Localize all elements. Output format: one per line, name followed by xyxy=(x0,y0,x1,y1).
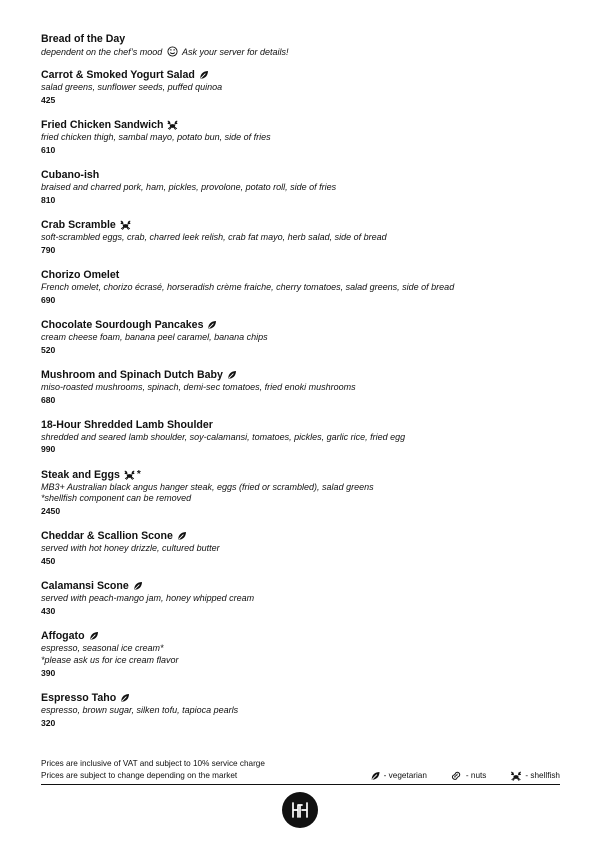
menu-item-header xyxy=(41,118,561,132)
leaf-icon xyxy=(207,320,217,330)
menu-item-header xyxy=(41,168,561,182)
menu-item xyxy=(41,268,561,306)
menu-item-description xyxy=(41,132,561,144)
description-text: Ask your server for details! xyxy=(181,47,289,57)
description-line: *shellfish component can be removed xyxy=(41,493,192,504)
menu-item-name: Carrot & Smoked Yogurt Salad xyxy=(41,68,195,81)
description-line: espresso, seasonal ice cream* xyxy=(41,643,164,654)
legend-shellfish-label: - shellfish xyxy=(525,771,560,780)
menu-item-header xyxy=(41,529,561,543)
legend-shellfish xyxy=(510,770,560,781)
logo-mark-icon xyxy=(289,799,311,821)
menu-item-price: 610 xyxy=(41,144,56,155)
leaf-icon xyxy=(133,581,143,591)
dietary-icons xyxy=(199,70,209,80)
menu-item-header xyxy=(41,218,561,232)
menu-item-description xyxy=(41,332,561,344)
menu-item-description xyxy=(41,593,561,605)
description-line: MB3+ Australian black angus hanger steak, eggs (fried or scrambled), salad greens xyxy=(41,481,374,492)
menu-item-description xyxy=(41,543,561,555)
menu-item-header xyxy=(41,32,561,46)
smiley-icon xyxy=(167,46,178,57)
menu-item-header xyxy=(41,629,561,643)
dietary-icons xyxy=(124,470,141,480)
dietary-icons xyxy=(120,220,131,230)
price-change-note: Prices are subject to change depending on the market xyxy=(41,770,238,780)
description-line: salad greens, sunflower seeds, puffed quinoa xyxy=(41,81,223,92)
menu-item-price: 690 xyxy=(41,294,56,305)
description-line: soft-scrambled eggs, crab, charred leek relish, crab fat mayo, herb salad, side of bread xyxy=(41,231,387,242)
menu-item xyxy=(41,529,561,567)
menu-item-name: Mushroom and Spinach Dutch Baby xyxy=(41,368,223,381)
menu-item-name: Chorizo Omelet xyxy=(41,268,120,281)
menu-item-price: 430 xyxy=(41,606,56,617)
legend-nuts-label: - nuts xyxy=(465,771,487,780)
menu-item-description xyxy=(41,705,561,717)
menu-item xyxy=(41,318,561,356)
menu-item-name: Cubano-ish xyxy=(41,168,100,181)
dietary-icons xyxy=(167,120,178,130)
menu-item-header xyxy=(41,368,561,382)
menu-item xyxy=(41,418,561,456)
description-line: served with hot honey drizzle, cultured butter xyxy=(41,543,220,554)
leaf-icon xyxy=(177,531,187,541)
menu-item xyxy=(41,218,561,256)
crab-icon xyxy=(124,470,135,480)
menu-item-price: 680 xyxy=(41,394,56,405)
description-line: miso-roasted mushrooms, spinach, demi-sec tomatoes, fried enoki mushrooms xyxy=(41,381,356,392)
menu-item xyxy=(41,468,561,518)
dietary-icons xyxy=(207,320,217,330)
description-line: cream cheese foam, banana peel caramel, banana chips xyxy=(41,331,268,342)
description-line: served with peach-mango jam, honey whipped cream xyxy=(41,593,255,604)
menu-item-price: 990 xyxy=(41,444,56,455)
description-line: French omelet, chorizo écrasé, horseradish crème fraiche, cherry tomatoes, salad greens, side of bread xyxy=(41,281,455,292)
dietary-icons xyxy=(89,631,99,641)
menu-item-name: Crab Scramble xyxy=(41,218,116,231)
restaurant-logo xyxy=(282,792,318,828)
description-line: *please ask us for ice cream flavor xyxy=(41,655,179,666)
dietary-icons xyxy=(133,581,143,591)
menu-item-name: Fried Chicken Sandwich xyxy=(41,118,164,131)
dietary-icons xyxy=(227,370,237,380)
menu-item-name: Chocolate Sourdough Pancakes xyxy=(41,318,204,331)
menu-item-price: 425 xyxy=(41,94,56,105)
legend-vegetarian xyxy=(370,770,427,781)
menu-item-description xyxy=(41,282,561,294)
footer xyxy=(41,758,560,781)
description-line: braised and charred pork, ham, pickles, provolone, potato roll, side of fries xyxy=(41,181,337,192)
legend-vegetarian-label: - vegetarian xyxy=(383,771,427,780)
menu-item xyxy=(41,32,561,59)
menu-item-header xyxy=(41,68,561,82)
crab-icon xyxy=(167,120,178,130)
menu-item xyxy=(41,629,561,679)
menu-item-price: 320 xyxy=(41,718,56,728)
menu-item xyxy=(41,118,561,156)
menu-item-description xyxy=(41,182,561,194)
menu-item-header xyxy=(41,691,561,705)
menu-item-name: Bread of the Day xyxy=(41,33,126,45)
footer-divider xyxy=(41,784,560,785)
menu-item-description xyxy=(41,482,561,506)
menu-item xyxy=(41,368,561,406)
menu-item-price: 790 xyxy=(41,244,56,255)
menu-item-price: 2450 xyxy=(41,506,61,517)
leaf-icon xyxy=(89,631,99,641)
menu-item-description xyxy=(41,232,561,244)
menu-list xyxy=(41,32,561,741)
menu-item-price: 520 xyxy=(41,344,56,355)
crab-icon xyxy=(120,220,131,230)
menu-item-header xyxy=(41,468,561,482)
menu-item-description xyxy=(41,46,561,59)
menu-item-description xyxy=(41,643,561,667)
description-line: fried chicken thigh, sambal mayo, potato bun, side of fries xyxy=(41,131,271,142)
menu-item-price: 390 xyxy=(41,668,56,679)
menu-item-price: 810 xyxy=(41,194,56,205)
description-line: shredded and seared lamb shoulder, soy-calamansi, tomatoes, pickles, garlic rice, fried egg xyxy=(41,431,406,442)
crab-icon xyxy=(510,771,522,781)
menu-item xyxy=(41,579,561,617)
menu-item-description xyxy=(41,382,561,394)
menu-item xyxy=(41,691,561,729)
leaf-icon xyxy=(199,70,209,80)
menu-item-header xyxy=(41,318,561,332)
menu-item-header xyxy=(41,268,561,282)
menu-item xyxy=(41,68,561,106)
menu-item-name: Affogato xyxy=(41,630,85,643)
menu-item-description xyxy=(41,82,561,94)
dietary-icons xyxy=(177,531,187,541)
menu-item xyxy=(41,168,561,206)
menu-item-price: 450 xyxy=(41,556,56,567)
description-text: dependent on the chef’s mood xyxy=(41,47,163,57)
menu-item-header xyxy=(41,418,561,432)
menu-item-description xyxy=(41,432,561,444)
dietary-icons xyxy=(120,693,130,703)
leaf-icon xyxy=(227,370,237,380)
legend-nuts xyxy=(451,770,486,781)
description-line: espresso, brown sugar, silken tofu, tapioca pearls xyxy=(41,705,239,716)
vat-note: Prices are inclusive of VAT and subject to 10% service charge xyxy=(41,759,265,768)
name-asterisk: * xyxy=(136,468,141,480)
menu-item-name: 18-Hour Shredded Lamb Shoulder xyxy=(41,418,213,431)
menu-item-name: Calamansi Scone xyxy=(41,580,129,593)
leaf-icon xyxy=(120,693,130,703)
legend xyxy=(346,770,560,781)
leaf-icon xyxy=(370,771,381,781)
menu-item-name: Cheddar & Scallion Scone xyxy=(41,530,173,543)
peanut-icon xyxy=(451,771,463,781)
menu-item-header xyxy=(41,579,561,593)
menu-item-name: Steak and Eggs xyxy=(41,468,120,481)
menu-item-name: Espresso Taho xyxy=(41,692,117,705)
